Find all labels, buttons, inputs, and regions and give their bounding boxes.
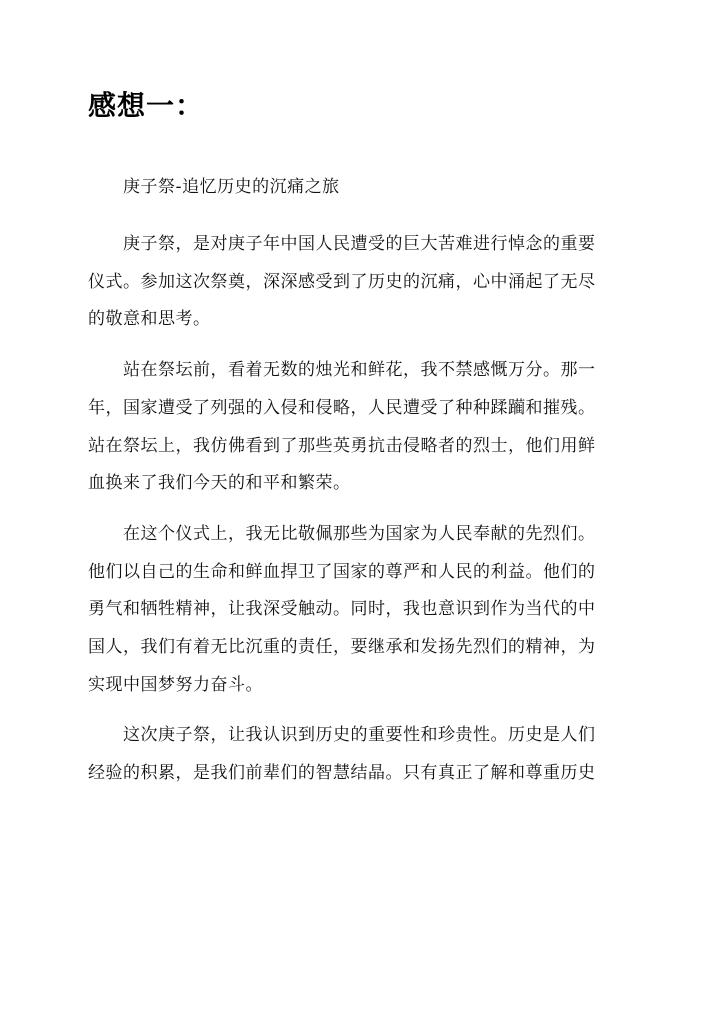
paragraph: 在这个仪式上，我无比敬佩那些为国家为人民奉献的先烈们。 他们以自己的生命和鲜血捍卫了国家的尊严和人民的利益。他们的 勇气和牺牲精神，让我深受触动。同时，我也意识到作为当代的中 国人，我们有着无比沉重的责任，要继承和发扬先烈们的精神，为 实现中国梦努力奋斗。 (88, 523, 596, 695)
paragraph: 这次庚子祭，让我认识到历史的重要性和珍贵性。历史是人们 经验的积累，是我们前辈们的智慧结晶。只有真正了解和尊重历史 (88, 725, 596, 784)
essay-subtitle: 庚子祭-追忆历史的沉痛之旅 (123, 177, 340, 197)
essay-body (88, 226, 636, 806)
paragraph: 庚子祭，是对庚子年中国人民遭受的巨大苦难进行悼念的重要 仪式。参加这次祭奠，深深感受到了历史的沉痛，心中涌起了无尽 的敬意和思考。 (88, 234, 596, 330)
page-heading: 感想一： (88, 89, 205, 122)
paragraph: 站在祭坛前，看着无数的烛光和鲜花，我不禁感慨万分。那一 年，国家遭受了列强的入侵和侵略，人民遭受了种种蹂躏和摧残。 站在祭坛上，我仿佛看到了那些英勇抗击侵略者的烈士，他们用鲜 血换来了我们今天的和平和繁荣。 (88, 360, 596, 494)
